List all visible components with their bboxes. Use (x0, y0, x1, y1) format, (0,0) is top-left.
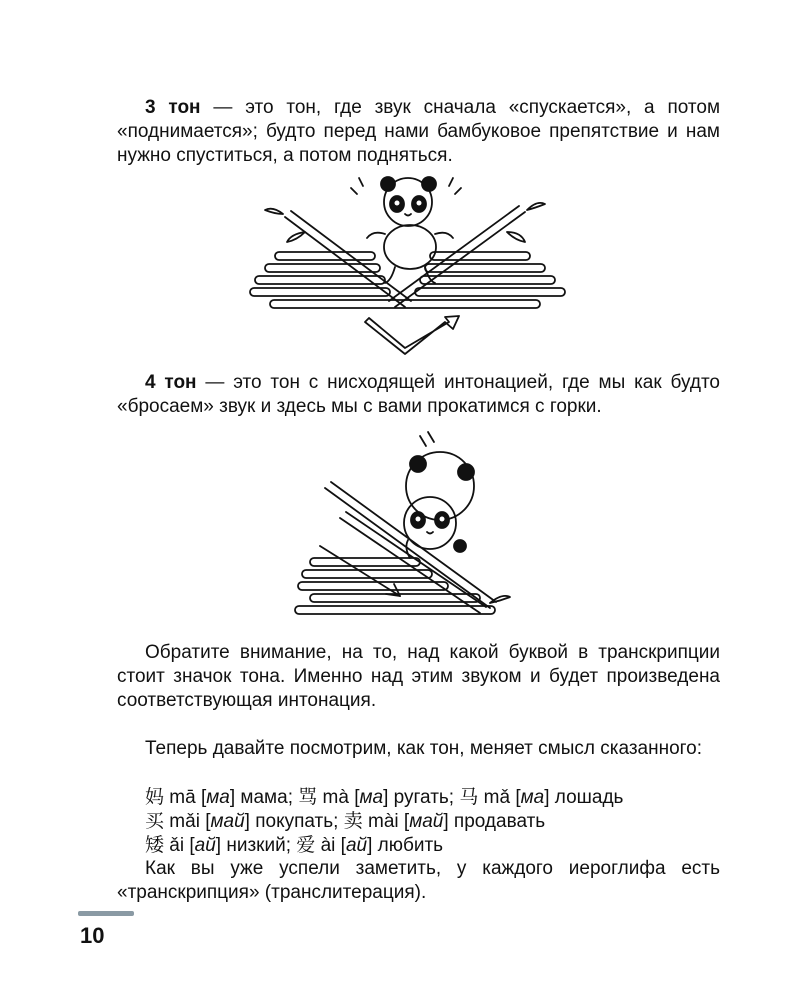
conclusion-paragraph: Как вы уже успели заметить, у каждого иероглифа есть «транскрипция» (транслитерация). (117, 858, 720, 903)
tone4-paragraph (117, 371, 720, 419)
russian-reading: май (210, 811, 245, 832)
tone4-label: 4 тон (145, 372, 197, 393)
russian-reading: ай (194, 835, 216, 856)
pinyin: mǎ (483, 787, 511, 808)
page-number: 10 (80, 923, 105, 948)
meaning: низкий (226, 835, 286, 856)
hanzi: 卖 (343, 810, 363, 832)
pinyin: ài (320, 835, 336, 856)
meaning: продавать (453, 811, 546, 832)
meaning: мама (240, 787, 288, 808)
hanzi: 爱 (296, 834, 316, 856)
russian-reading: ай (345, 835, 368, 856)
tone3-paragraph (117, 96, 720, 168)
pinyin: ǎi (169, 835, 185, 856)
pinyin: mài (368, 811, 399, 832)
tone3-label: 3 тон (145, 97, 201, 118)
russian-reading: ма (520, 787, 545, 808)
meaning: лошадь (554, 787, 624, 808)
meaning: покупать (255, 811, 334, 832)
pinyin: mǎi (169, 811, 200, 832)
meaning: любить (377, 835, 444, 856)
example-line-ai: 矮 ǎi [ай] низкий; 爱 ài [ай] любить (145, 834, 444, 856)
hanzi: 矮 (145, 834, 165, 856)
footer-accent-bar (78, 911, 134, 916)
panda-rolling-down-illustration (290, 428, 530, 628)
russian-reading: май (409, 811, 444, 832)
transcription-note-paragraph: Обратите внимание, на то, над какой буквой в транскрипции стоит значок тона. Именно над этим звуком и будет произведена соответствующая интонация. (117, 642, 720, 711)
tone4-text: — это тон с нисходящей интонацией, где мы как будто «бросаем» звук и здесь мы с вами прокатимся с горки. (117, 372, 720, 417)
meaning: ругать (393, 787, 449, 808)
example-line-mai: 买 mǎi [май] покупать; 卖 mài [май] продавать (145, 810, 546, 832)
russian-reading: ма (359, 787, 384, 808)
example-line-ma: 妈 mā [ма] мама; 骂 mà [ма] ругать; 马 mǎ [ма] лошадь (145, 786, 624, 808)
hanzi: 妈 (145, 786, 165, 808)
tone3-text: — это тон, где звук сначала «спускается», а потом «поднимается»; будто перед нами бамбуковое препятствие и нам нужно спуститься, а потом подняться. (117, 97, 721, 166)
examples-intro-paragraph: Теперь давайте посмотрим, как тон, меняет смысл сказанного: (145, 738, 703, 759)
panda-bamboo-obstacle-illustration (245, 172, 575, 362)
hanzi: 马 (459, 786, 479, 808)
pinyin: mā (169, 787, 196, 808)
pinyin: mà (322, 787, 349, 808)
russian-reading: ма (206, 787, 230, 808)
hanzi: 买 (145, 810, 165, 832)
hanzi: 骂 (298, 786, 318, 808)
